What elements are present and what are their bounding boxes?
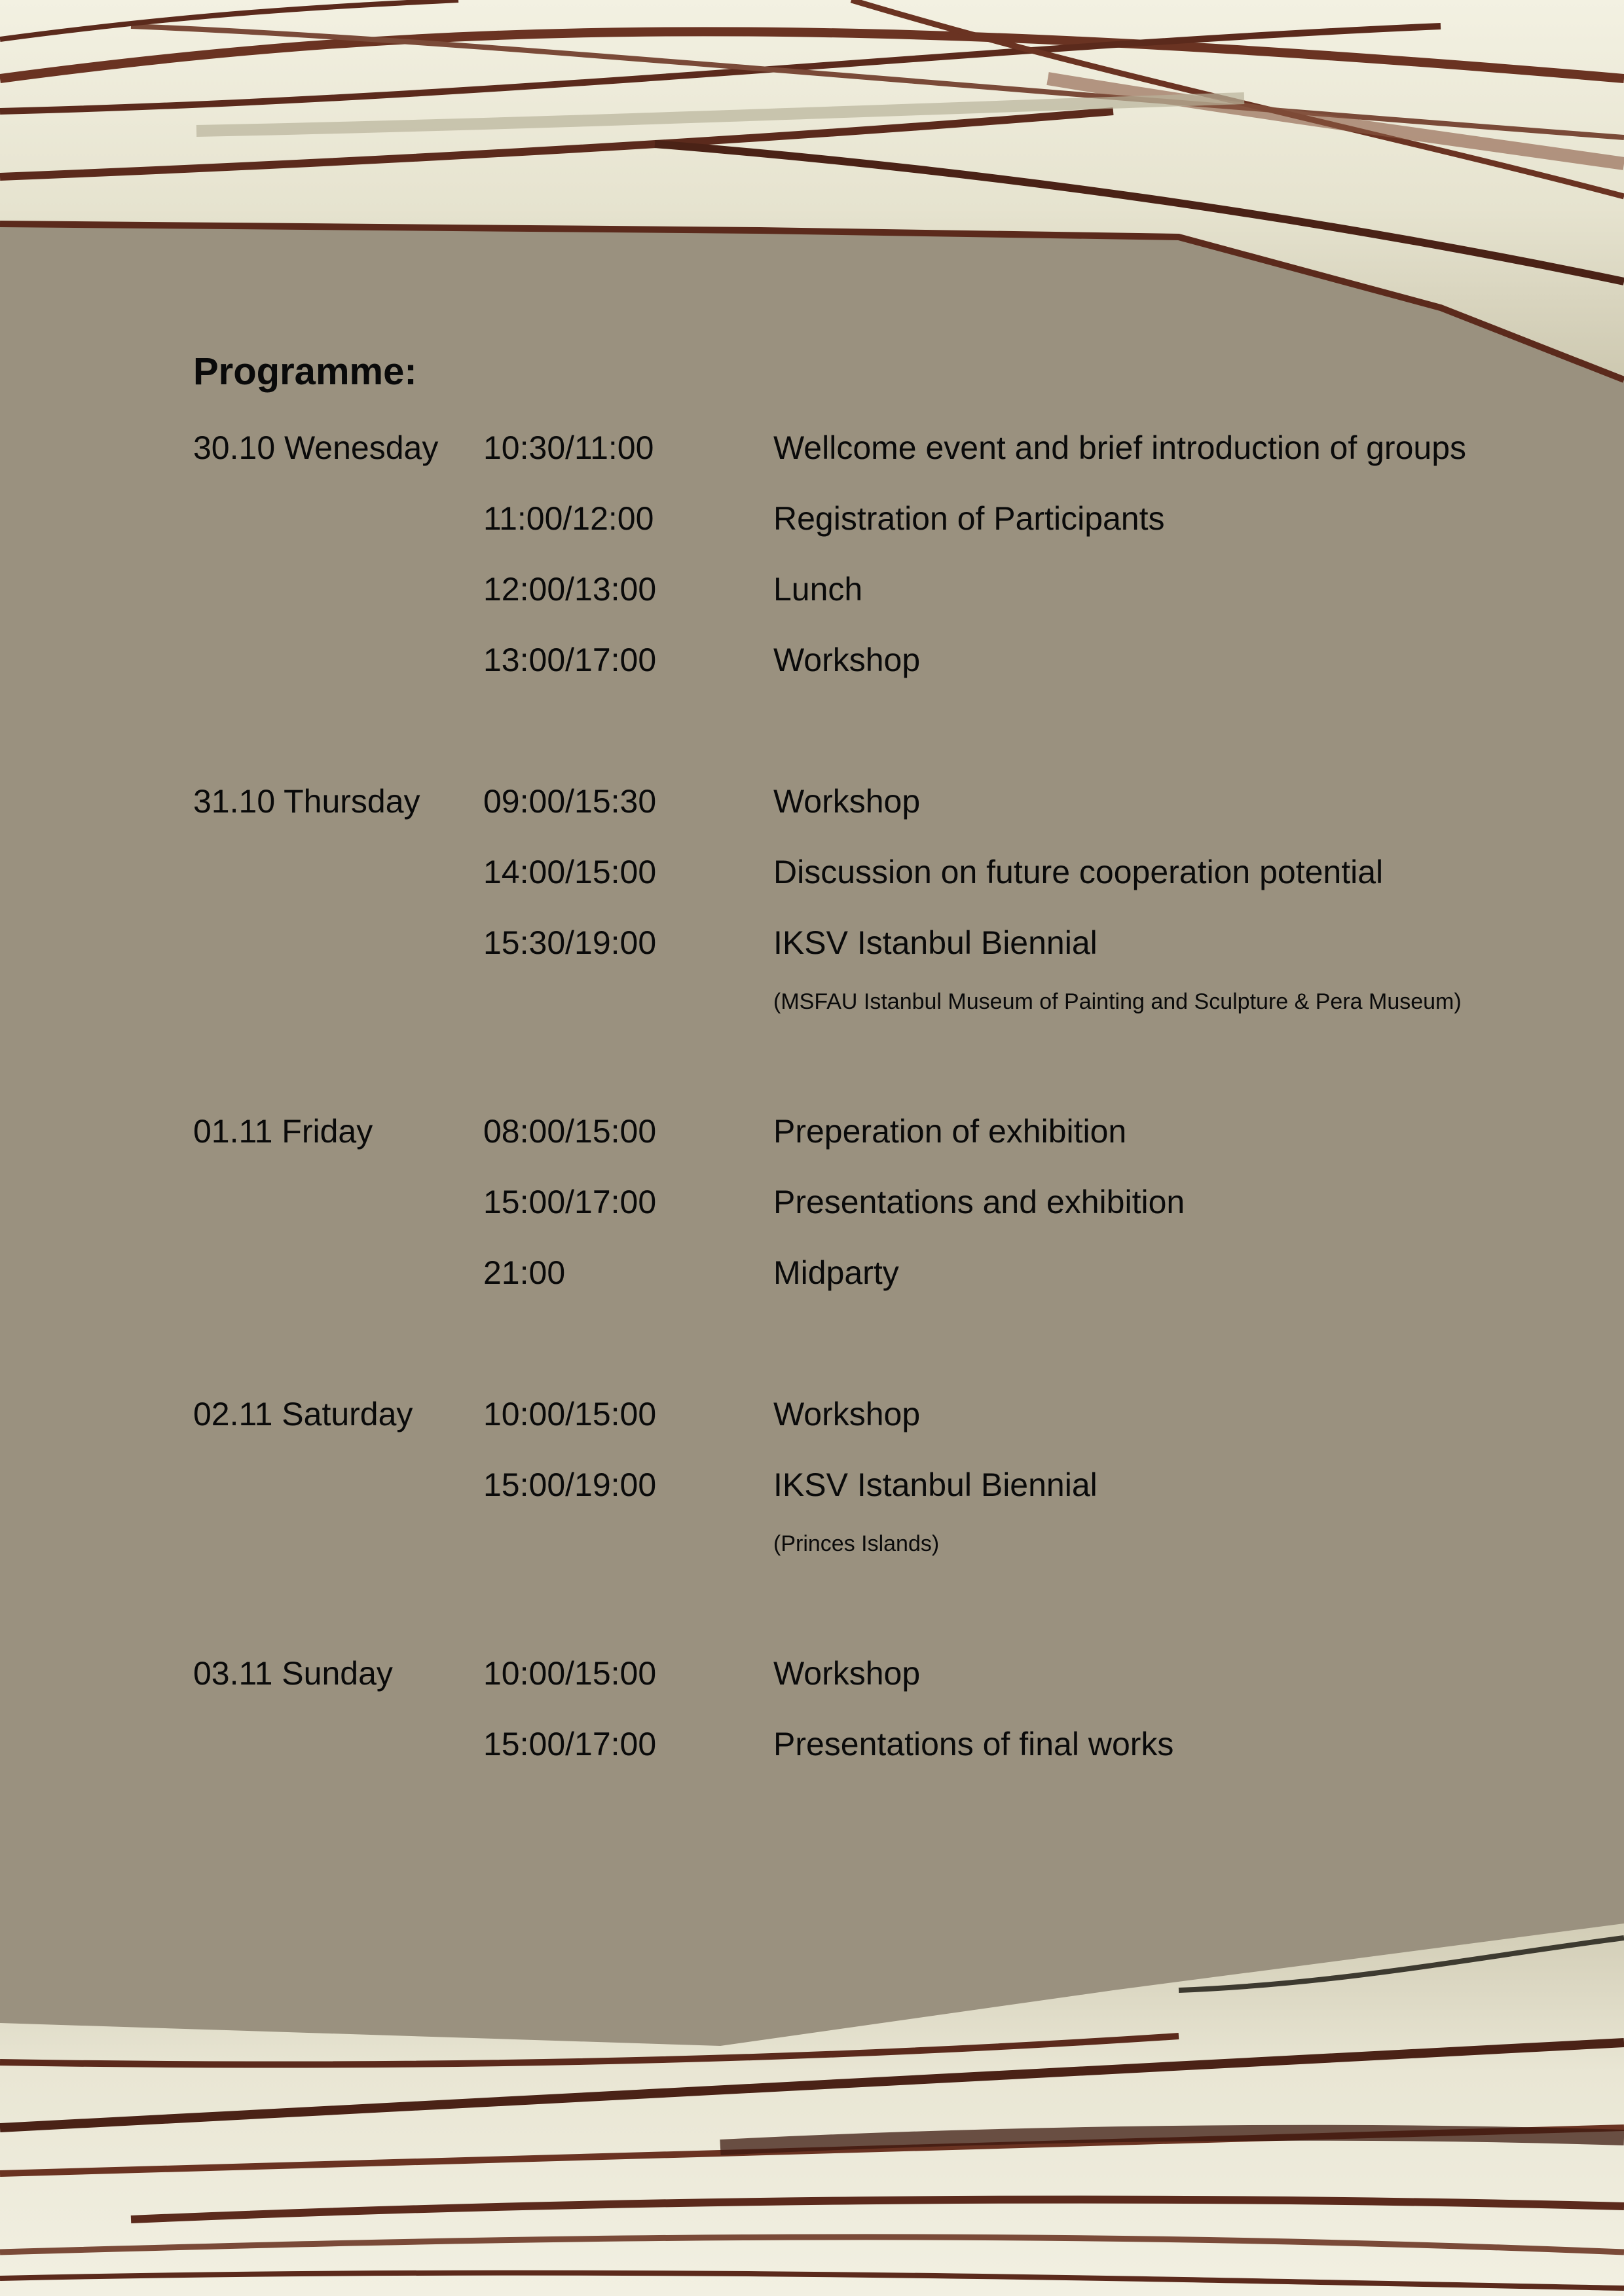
time-slot: 12:00/13:00 — [483, 571, 657, 608]
time-slot: 09:00/15:30 — [483, 783, 657, 820]
event-title: Workshop — [773, 783, 921, 820]
day-block — [193, 412, 1503, 695]
event-title: Preperation of exhibition — [773, 1113, 1127, 1150]
time-slot: 11:00/12:00 — [483, 500, 654, 537]
day-label: 01.11 Friday — [193, 1113, 373, 1150]
event-title: Lunch — [773, 571, 863, 608]
schedule-row — [483, 625, 1503, 695]
schedule-row — [483, 483, 1503, 554]
event-title: Workshop — [773, 642, 921, 678]
day-label: 02.11 Saturday — [193, 1396, 413, 1432]
event-title: Workshop — [773, 1396, 921, 1432]
event-note: (Princes Islands) — [773, 1531, 940, 1556]
time-slot: 13:00/17:00 — [483, 642, 657, 678]
day-label: 31.10 Thursday — [193, 783, 420, 820]
day-label: 30.10 Wenesday — [193, 429, 439, 466]
schedule-row — [483, 1237, 1503, 1308]
event-note: (MSFAU Istanbul Museum of Painting and Sculpture & Pera Museum) — [773, 989, 1462, 1014]
event-title: Discussion on future cooperation potential — [773, 854, 1384, 890]
schedule-row — [483, 1449, 1503, 1520]
day-label: 03.11 Sunday — [193, 1655, 393, 1692]
top-ribbon-decoration — [0, 0, 1624, 393]
time-slot: 15:00/19:00 — [483, 1467, 657, 1503]
event-title: IKSV Istanbul Biennial — [773, 924, 1098, 961]
event-title: Wellcome event and brief introduction of groups — [773, 429, 1467, 466]
day-schedule — [483, 412, 1503, 695]
schedule-row — [483, 412, 1503, 483]
day-schedule — [483, 1096, 1503, 1308]
time-slot: 10:00/15:00 — [483, 1396, 657, 1432]
day-schedule — [483, 1379, 1503, 1567]
day-block — [193, 766, 1503, 1025]
day-schedule — [483, 766, 1503, 1025]
bottom-ribbon-decoration — [0, 1912, 1624, 2296]
day-schedule — [483, 1638, 1503, 1779]
time-slot: 15:30/19:00 — [483, 924, 657, 961]
day-block — [193, 1096, 1503, 1308]
schedule-row — [483, 907, 1503, 978]
event-title: Presentations of final works — [773, 1726, 1174, 1762]
schedule-row — [483, 837, 1503, 907]
programme-title: Programme: — [193, 350, 417, 393]
time-slot: 21:00 — [483, 1254, 566, 1291]
schedule-row — [483, 1379, 1503, 1449]
schedule-row — [483, 1167, 1503, 1237]
programme-schedule — [193, 340, 1503, 1850]
day-block — [193, 1638, 1503, 1779]
event-title: Workshop — [773, 1655, 921, 1692]
schedule-row — [483, 1096, 1503, 1167]
event-title: Midparty — [773, 1254, 899, 1291]
time-slot: 08:00/15:00 — [483, 1113, 657, 1150]
time-slot: 15:00/17:00 — [483, 1726, 657, 1762]
schedule-row — [483, 1638, 1503, 1709]
event-title: IKSV Istanbul Biennial — [773, 1467, 1098, 1503]
schedule-row — [483, 1709, 1503, 1779]
day-block — [193, 1379, 1503, 1567]
schedule-row — [483, 554, 1503, 625]
time-slot: 10:00/15:00 — [483, 1655, 657, 1692]
schedule-row — [483, 766, 1503, 837]
time-slot: 15:00/17:00 — [483, 1184, 657, 1220]
event-title: Registration of Participants — [773, 500, 1165, 537]
event-title: Presentations and exhibition — [773, 1184, 1185, 1220]
time-slot: 14:00/15:00 — [483, 854, 657, 890]
time-slot: 10:30/11:00 — [483, 429, 654, 466]
